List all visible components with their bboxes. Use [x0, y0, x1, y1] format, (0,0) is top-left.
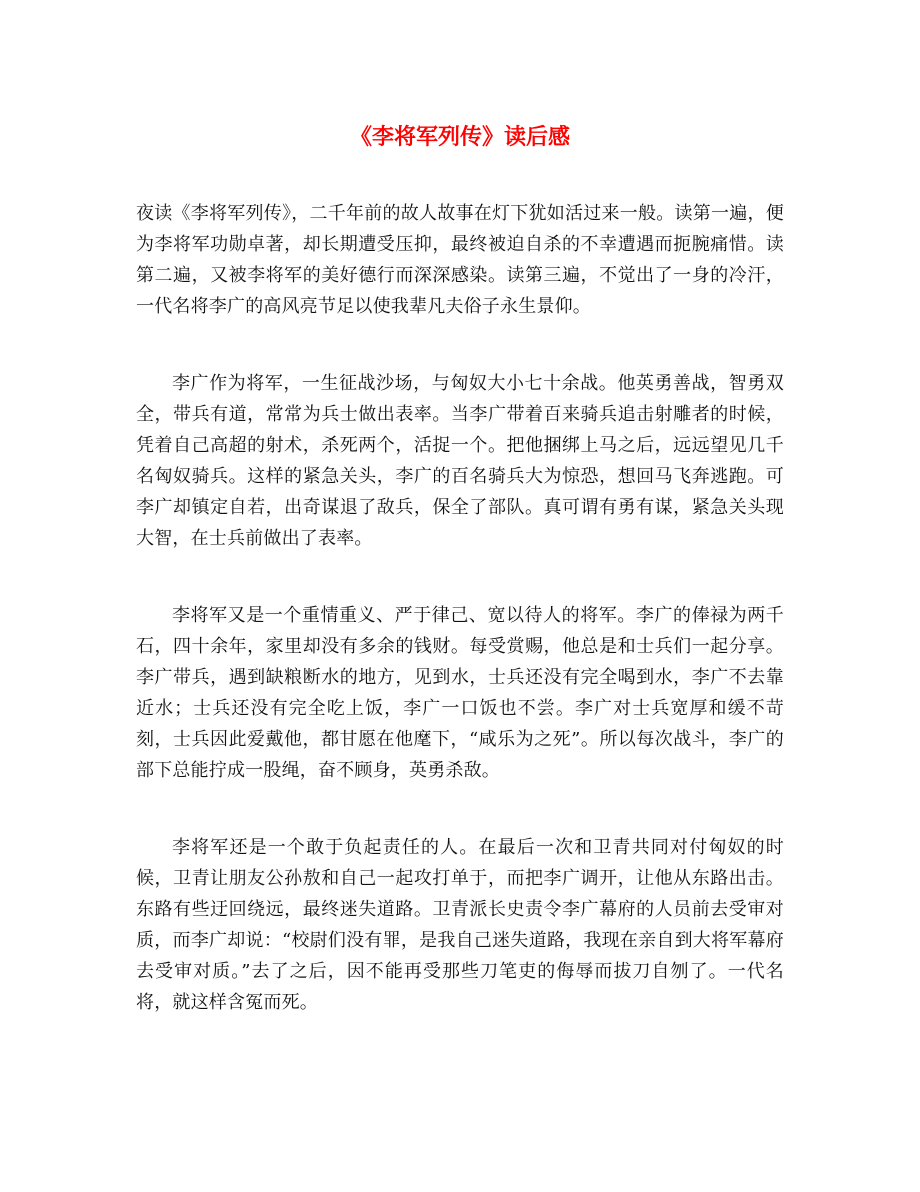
document-body [136, 198, 784, 1064]
document-title: 《李将军列传》读后感 [349, 125, 570, 150]
paragraph-2: 李广作为将军，一生征战沙场，与匈奴大小七十余战。他英勇善战，智勇双全，带兵有道，常常为兵士做出表率。当李广带着百来骑兵追击射雕者的时候，凭着自己高超的射术，杀死两个，活捉一个。把他捆绑上马之后，远远望见几千名匈奴骑兵。这样的紧急关头，李广的百名骑兵大为惊恐，想回马飞奔逃跑。可李广却镇定自若，出奇谋退了敌兵，保全了部队。真可谓有勇有谋，紧急关头现大智，在士兵前做出了表率。 [136, 373, 784, 549]
paragraph-1: 夜读《李将军列传》，二千年前的故人故事在灯下犹如活过来一般。读第一遍，便为李将军功勋卓著，却长期遭受压抑，最终被迫自杀的不幸遭遇而扼腕痛惜。读第二遍，又被李将军的美好德行而深深感染。读第三遍，不觉出了一身的冷汗，一代名将李广的高风亮节足以使我辈凡夫俗子永生景仰。 [136, 203, 784, 317]
paragraph-3: 李将军又是一个重情重义、严于律己、宽以待人的将军。李广的俸禄为两千石，四十余年，家里却没有多余的钱财。每受赏赐，他总是和士兵们一起分享。李广带兵，遇到缺粮断水的地方，见到水，士兵还没有完全喝到水，李广不去靠近水；士兵还没有完全吃上饭，李广一口饭也不尝。李广对士兵宽厚和缓不苛刻，士兵因此爱戴他，都甘愿在他麾下，“咸乐为之死”。所以每次战斗，李广的部下总能拧成一股绳，奋不顾身，英勇杀敌。 [136, 605, 784, 781]
paragraph-4: 李将军还是一个敢于负起责任的人。在最后一次和卫青共同对付匈奴的时候，卫青让朋友公孙敖和自己一起攻打单于，而把李广调开，让他从东路出击。东路有些迂回绕远，最终迷失道路。卫青派长史责令李广幕府的人员前去受审对质，而李广却说：“校尉们没有罪，是我自己迷失道路，我现在亲自到大将军幕府去受审对质。”去了之后，因不能再受那些刀笔吏的侮辱而拔刀自刎了。一代名将，就这样含冤而死。 [136, 837, 784, 1013]
